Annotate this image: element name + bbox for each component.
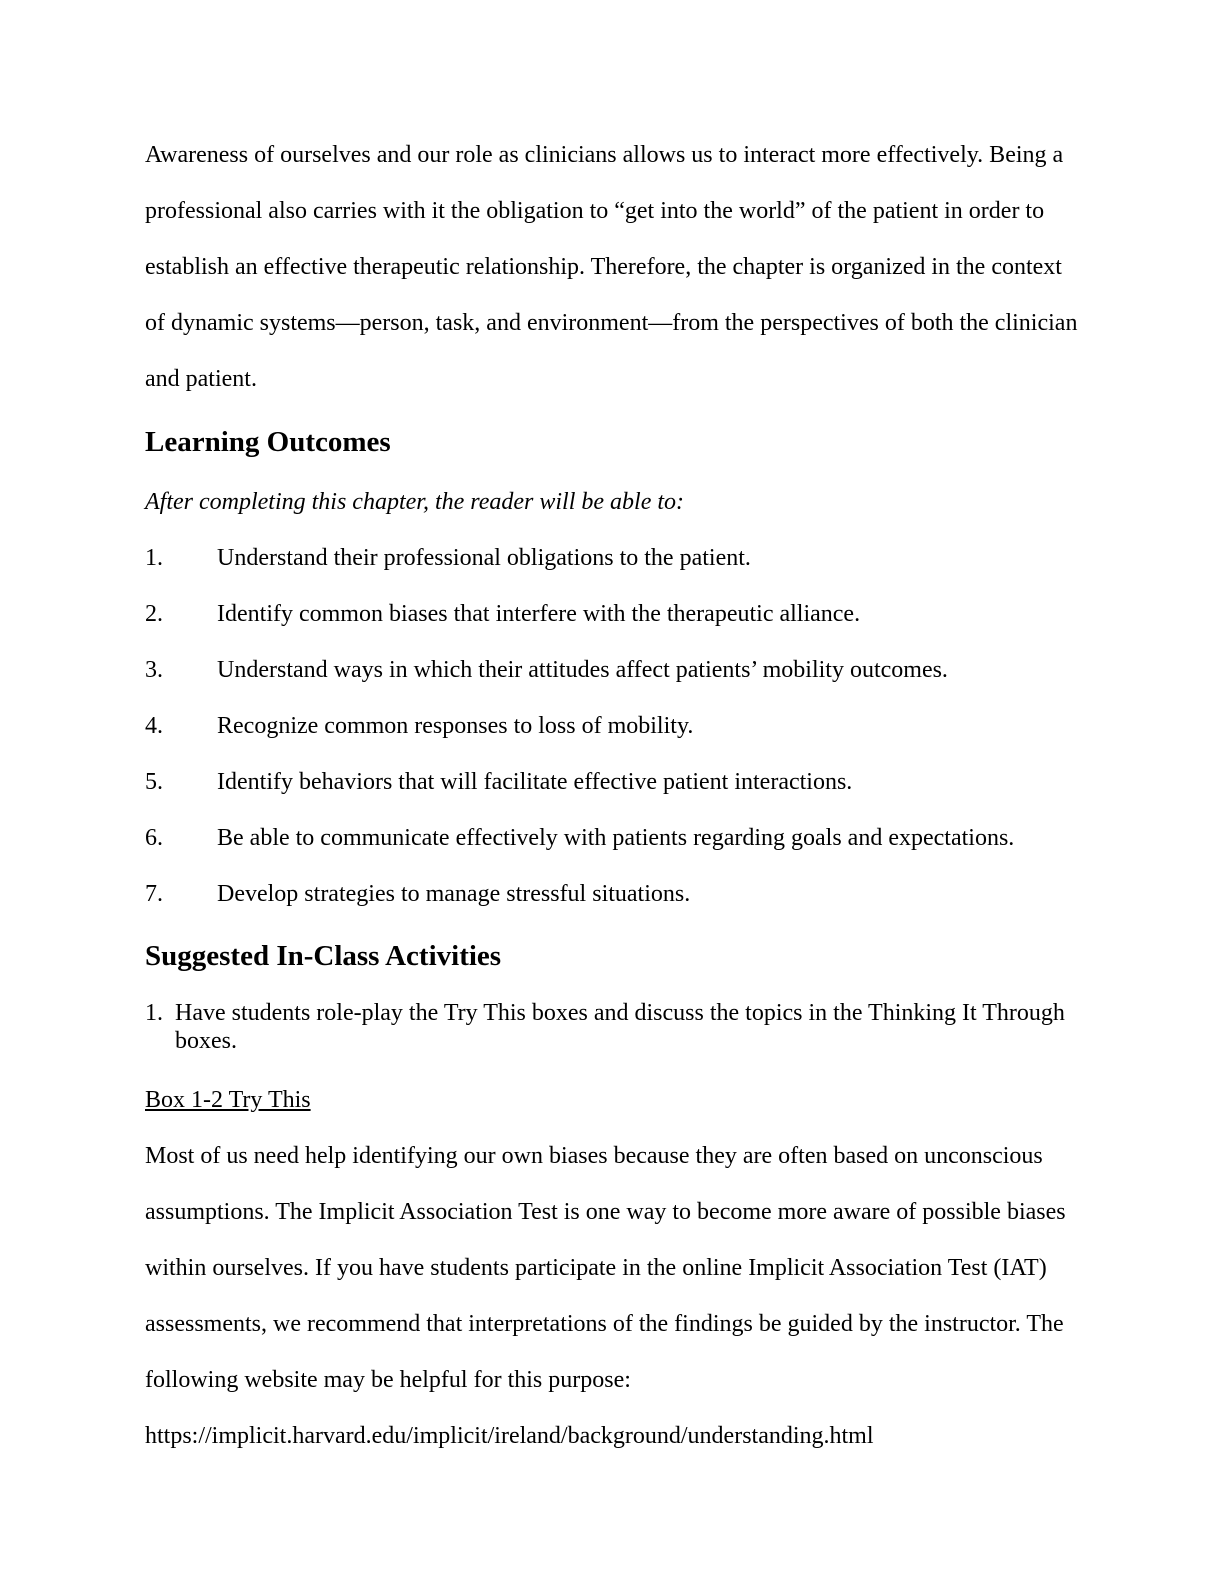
list-item-number: 4. <box>145 713 163 739</box>
list-item-text: Identify common biases that interfere with the therapeutic alliance. <box>217 601 861 627</box>
list-item-number: 6. <box>145 825 163 851</box>
list-item-text: Identify behaviors that will facilitate effective patient interactions. <box>217 769 853 795</box>
learning-outcomes-heading: Learning Outcomes <box>145 426 391 458</box>
list-item-number: 1. <box>145 545 163 571</box>
list-item-number: 7. <box>145 881 163 907</box>
list-item-text: Recognize common responses to loss of mobility. <box>217 713 694 739</box>
list-item <box>145 754 1080 810</box>
list-item-text: Have students role-play the Try This boxes and discuss the topics in the Thinking It Through boxes. <box>175 1000 1065 1054</box>
list-item-number: 2. <box>145 601 163 627</box>
box-heading-text: Box 1-2 Try This <box>145 1087 311 1113</box>
activities-heading: Suggested In-Class Activities <box>145 940 502 972</box>
list-item <box>145 642 1080 698</box>
box-heading <box>145 1072 1080 1128</box>
box-paragraph: Most of us need help identifying our own biases because they are often based on unconscious assumptions. The Implicit Association Test is one way to become more aware of possible biases within ourselves. If you have students participate in the online Implicit Association Test (IAT) assessments, we recommend that interpretations of the findings be guided by the instructor. The following website may be helpful for this purpose: <box>145 1143 1066 1393</box>
list-item <box>145 698 1080 754</box>
list-item <box>145 999 1080 1055</box>
list-item-text: Understand ways in which their attitudes affect patients’ mobility outcomes. <box>217 657 948 683</box>
list-item <box>145 810 1080 866</box>
list-item <box>145 586 1080 642</box>
list-item-number: 3. <box>145 657 163 683</box>
list-item-text: Understand their professional obligations to the patient. <box>217 545 751 571</box>
list-item <box>145 866 1080 922</box>
intro-paragraph: Awareness of ourselves and our role as clinicians allows us to interact more effectively. Being a professional also carries with it the obligation to “get into the world” of the patient in order to establish an effective therapeutic relationship. Therefore, the chapter is organized in the context of dynamic systems—person, task, and environment—from the perspectives of both the clinician and patient. <box>145 142 1078 392</box>
list-item <box>145 530 1080 586</box>
iat-url-text: https://implicit.harvard.edu/implicit/ireland/background/understanding.html <box>145 1423 874 1449</box>
learning-outcomes-lead-in: After completing this chapter, the reader will be able to: <box>145 489 685 515</box>
learning-outcomes-list <box>145 530 1080 922</box>
list-item-number: 1. <box>145 1000 163 1026</box>
list-item-text: Be able to communicate effectively with patients regarding goals and expectations. <box>217 825 1015 851</box>
list-item-number: 5. <box>145 769 163 795</box>
list-item-text: Develop strategies to manage stressful situations. <box>217 881 691 907</box>
